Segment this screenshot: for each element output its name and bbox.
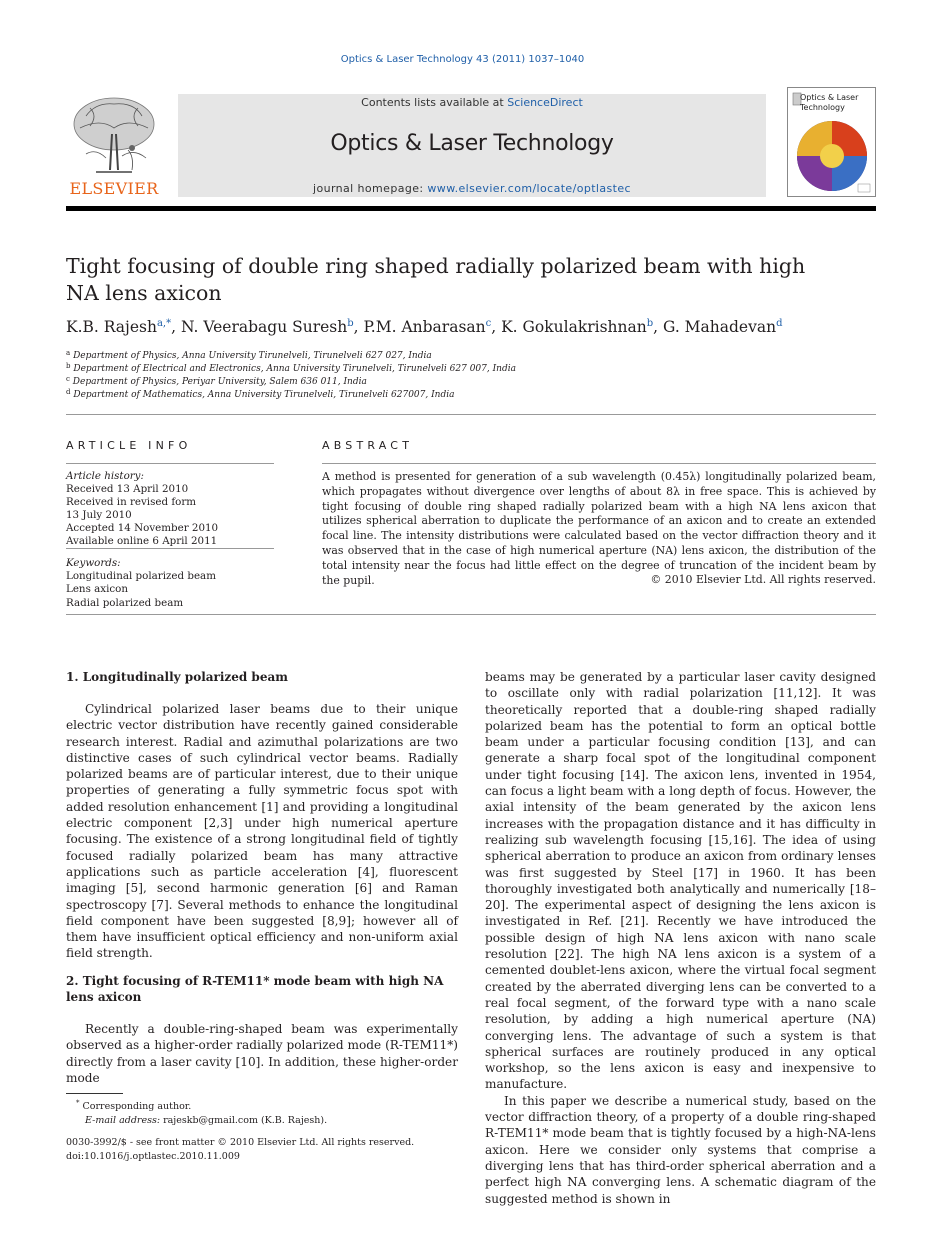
section-1-heading: 1. Longitudinally polarized beam [66, 670, 288, 684]
keywords-rule [66, 548, 274, 549]
author-affiliation-marker[interactable]: c [485, 318, 492, 329]
footnote-rule [66, 1093, 123, 1094]
right-paragraph-1: beams may be generated by a particular laser cavity designed to oscillate only with radial polarization [11,12]. It was theoretically reported that a double-ring shaped radially polarized beam has the potential to form an optical bottle beam under a particular focusing condition [13], and can generate a sharp focal spot of the longitudinal component under tight focusing [14]. The axicon lens, invented in 1954, can focus a light beam with a long depth of focus. However, the axial intensity of the beam generated by the axicon lens increases with the propagation distance and it has difficulty in realizing sub wavelength focusing [15,16]. The idea of using spherical aberration to produce an axicon from ordinary lenses was first suggested by Steel [17] in 1960. It has been thoroughly investigated both analytically and numerically [18–20]. The experimental aspect of designing the lens axicon is investigated in Ref. [21]. Recently we have introduced the possible design of high NA lens axicon with nano scale resolution [22]. The high NA lens axicon is a system of a cemented doublet-lens axicon, where the virtual focal segment created by the aberrated diverging lens can be converted to a real focal segment, of the forward type with a nano scale resolution, by adding a high numerical aperture (NA) converging lens. The advantage of such a system is that spherical surfaces are routinely produced in any optical workshop, so the lens axicon is easy and inexpensive to manufacture. [485, 670, 876, 1092]
history-2: Received in revised form [66, 496, 197, 508]
article-info-heading: ARTICLE INFO [66, 439, 192, 452]
footnote [66, 1097, 466, 1127]
contents-prefix: Contents lists available at [361, 96, 508, 109]
section-2-paragraph: Recently a double-ring-shaped beam was experimentally observed as a higher-order radially polarized mode (R-TEM11*) directly from a laser cavity [10]. In addition, these higher-order mode [66, 1022, 458, 1085]
keyword-2: Lens axicon [66, 583, 128, 595]
abstract-copyright: © 2010 Elsevier Ltd. All rights reserved. [650, 573, 876, 586]
author-name[interactable]: G. Mahadevan [662, 318, 777, 336]
journal-title: Optics & Laser Technology [330, 131, 614, 156]
affiliation-rule [66, 414, 876, 415]
right-column-body [485, 669, 876, 1207]
abstract-rule [322, 463, 876, 464]
abstract-text: A method is presented for generation of a sub wavelength (0.45λ) longitudinally polarized beam, which propagates without divergence over lengths of about 8λ in free space. This is achieved by tight focusing of double ring shaped radially polarized beam with a high NA lens axicon that utilizes spherical aberration to duplicate the performance of an axicon and to create an extended focal line. The intensity distributions were calculated based on the vector diffraction theory and it was observed that in the case of high numerical aperture (NA) lens axicon, the distribution of the total intensity near the focus had little effect on the degree of truncation of the incident beam by the pupil. [322, 470, 876, 587]
affiliation-d: $^d$ Department of Mathematics, Anna University Tirunelveli, Tirunelveli 627007, India [66, 388, 455, 400]
author-affiliation-marker[interactable]: a,* [156, 318, 172, 329]
history-5: Available online 6 April 2011 [66, 535, 218, 547]
article-title: Tight focusing of double ring shaped radially polarized beam with high NA lens axicon [66, 254, 806, 305]
section-1-paragraph: Cylindrical polarized laser beams due to their unique electric vector distribution have recently gained considerable research interest. Radial and azimuthal polarizations are two distinctive cases of such cylindrical vector beams. Radially polarized beams are of particular interest, due to their unique properties of generating a fully symmetric focus spot with added resolution enhancement [1] and providing a longitudinal electric component [2,3] under high numerical aperture focusing. The existence of a strong longitudinal field of tightly focused radially polarized beam has many attractive applications such as particle acceleration [4], fluorescent imaging [5], second harmonic generation [6] and Raman spectroscopy [7]. Several methods to enhance the longitudinal field component have been suggested [8,9]; however all of them have insufficient optical efficiency and non-uniform axial field strength. [66, 702, 458, 961]
homepage-prefix: journal homepage: [312, 182, 428, 195]
author-name[interactable]: P.M. Anbarasan [363, 318, 486, 336]
author-name[interactable]: N. Veerabagu Suresh [180, 318, 348, 336]
author-name[interactable]: K.B. Rajesh [66, 318, 157, 336]
author-affiliation-marker[interactable]: d [776, 318, 783, 329]
abstract-heading: ABSTRACT [322, 439, 414, 452]
contents-line [178, 96, 766, 109]
abstract-bottom-rule [66, 614, 876, 615]
section-2-heading: 2. Tight focusing of R-TEM11* mode beam with high NA lens axicon [66, 974, 444, 1004]
history-1: Received 13 April 2010 [66, 483, 189, 495]
issn-line: 0030-3992/$ - see front matter © 2010 Elsevier Ltd. All rights reserved. [66, 1137, 415, 1148]
affiliation-a: $^a$ Department of Physics, Anna University Tirunelveli, Tirunelveli 627 027, India [66, 349, 432, 361]
homepage-link[interactable]: www.elsevier.com/locate/optlastec [427, 182, 631, 195]
section-2-body [66, 1021, 458, 1086]
keywords-label: Keywords: [66, 557, 121, 569]
corresponding-author-note: * Corresponding author. [76, 1099, 192, 1113]
section-1-body [66, 701, 458, 962]
bottom-info [66, 1136, 466, 1163]
author-affiliation-marker[interactable]: b [347, 318, 354, 329]
email-note: E-mail address: rajeskb@gmail.com (K.B. Rajesh). [85, 1114, 328, 1126]
email-link[interactable]: rajeskb@gmail.com (K.B. Rajesh). [163, 1114, 328, 1126]
affiliation-b: $^b$ Department of Electrical and Electronics, Anna University Tirunelveli, Tirunelveli 627 007, India [66, 362, 516, 374]
keyword-3: Radial polarized beam [66, 597, 184, 609]
cover-art-icon [792, 118, 872, 194]
author-name[interactable]: K. Gokulakrishnan [501, 318, 647, 336]
affiliation-c: $^c$ Department of Physics, Periyar University, Salem 636 011, India [66, 375, 367, 387]
homepage-line [178, 182, 766, 195]
elsevier-wordmark: ELSEVIER [69, 179, 159, 198]
history-label: Article history: [66, 470, 144, 482]
running-head[interactable]: Optics & Laser Technology 43 (2011) 1037–1040 [340, 54, 585, 65]
article-info-rule [66, 463, 274, 464]
author-affiliation-marker[interactable]: b [646, 318, 654, 329]
history-4: Accepted 14 November 2010 [66, 522, 219, 534]
right-paragraph-2: In this paper we describe a numerical study, based on the vector diffraction theory, of a property of a double ring-shaped R-TEM11* mode beam that is tightly focused by a high-NA-lens axicon. Here we consider only systems that comprise a diverging lens that has third-order spherical aberration and a perfect high NA converging lens. A schematic diagram of the suggested method is shown in [485, 1093, 876, 1206]
author-list: K.B. Rajesh$^{a,*}$, N. Veerabagu Suresh$^b$, P.M. Anbarasan$^c$, K. Gokulakrishnan$^b$, G. Mahadevan$^d$ [66, 318, 783, 336]
sciencedirect-link[interactable]: ScienceDirect [507, 96, 583, 109]
doi-line[interactable]: doi:10.1016/j.optlastec.2010.11.009 [66, 1150, 240, 1162]
header-rule [66, 206, 876, 211]
history-3: 13 July 2010 [66, 509, 132, 521]
cover-title: Optics & Laser Technology [800, 93, 859, 112]
keyword-1: Longitudinal polarized beam [66, 570, 216, 582]
